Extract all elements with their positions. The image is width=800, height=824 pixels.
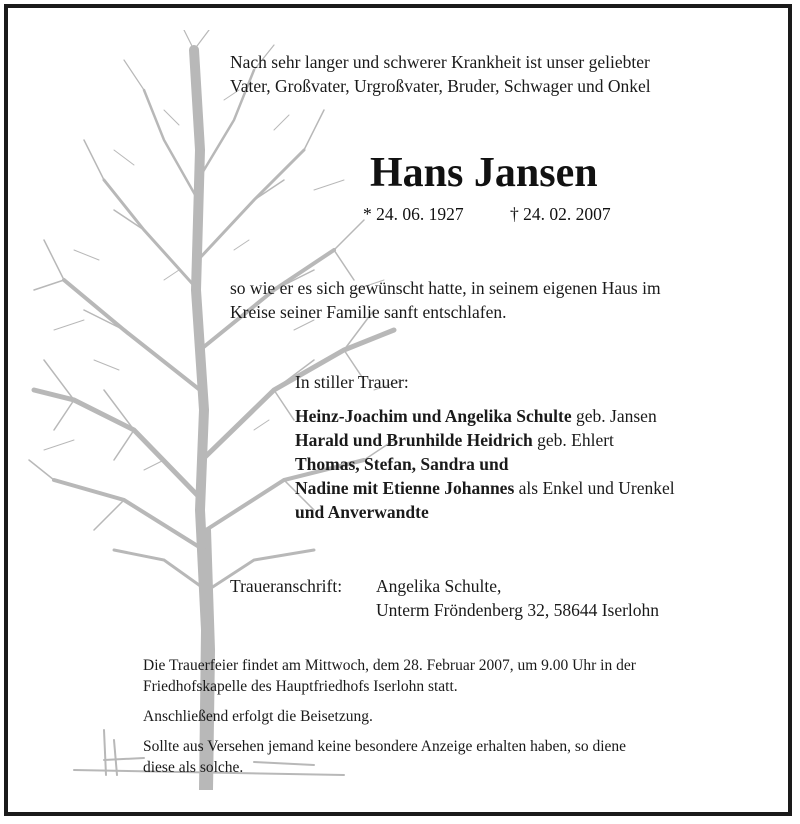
mourner-row (295, 452, 508, 476)
mourner-note: geb. Ehlert (532, 430, 614, 450)
mourner-names: Harald und Brunhilde Heidrich (295, 430, 533, 450)
mourner-row (295, 476, 675, 500)
mourner-names: Heinz-Joachim und Angelika Schulte (295, 406, 572, 426)
mourners-heading: In stiller Trauer: (295, 372, 409, 392)
mourner-names: und Anverwandte (295, 502, 429, 522)
burial-note: Anschließend erfolgt die Beisetzung. (143, 708, 373, 725)
mourner-row (295, 500, 429, 524)
notice-line-1: Sollte aus Versehen jemand keine besondere Anzeige erhalten haben, so diene (143, 738, 627, 755)
intro-line-2: Vater, Großvater, Urgroßvater, Bruder, Schwager und Onkel (230, 76, 651, 96)
address-label: Traueranschrift: (230, 576, 343, 596)
mourner-note: als Enkel und Urenkel (514, 478, 675, 498)
mourner-row (295, 428, 614, 452)
mourner-names: Nadine mit Etienne Johannes (295, 478, 515, 498)
address-street: Unterm Fröndenberg 32, 58644 Iserlohn (376, 600, 660, 620)
passing-line-2: Kreise seiner Familie sanft entschlafen. (230, 302, 507, 322)
intro-line-1: Nach sehr langer und schwerer Krankheit ist unser geliebter (230, 52, 650, 72)
death-date: † 24. 02. 2007 (510, 204, 611, 224)
birth-date: * 24. 06. 1927 (363, 204, 464, 224)
mourner-names: Thomas, Stefan, Sandra und (295, 454, 509, 474)
mourner-row (295, 404, 657, 428)
passing-line-1: so wie er es sich gewünscht hatte, in seinem eigenen Haus im (230, 278, 661, 298)
funeral-line-1: Die Trauerfeier findet am Mittwoch, dem 28. Februar 2007, um 9.00 Uhr in der (143, 657, 636, 674)
address-name: Angelika Schulte, (376, 576, 502, 596)
notice-line-2: diese als solche. (143, 759, 244, 776)
mourner-note: geb. Jansen (571, 406, 657, 426)
funeral-line-2: Friedhofskapelle des Hauptfriedhofs Iserlohn statt. (143, 678, 458, 695)
deceased-name: Hans Jansen (370, 150, 598, 196)
